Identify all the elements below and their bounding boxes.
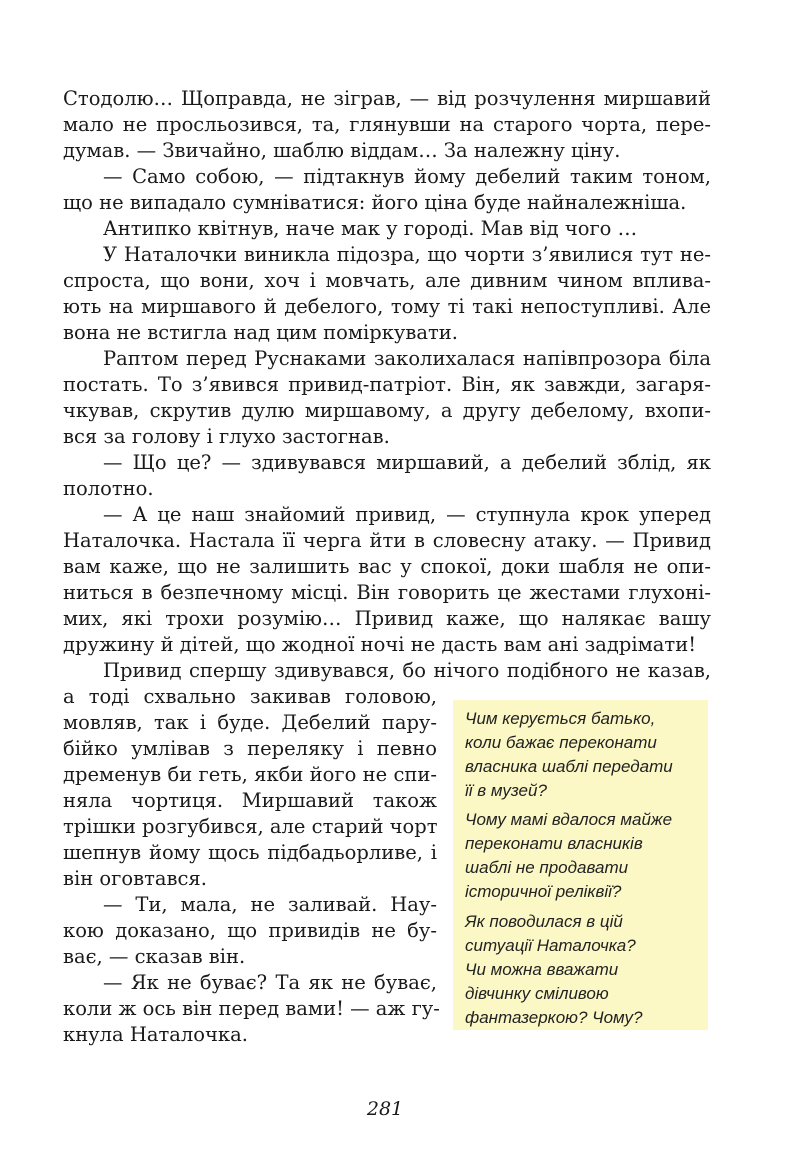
question-line: дівчинку сміливою bbox=[465, 984, 609, 1003]
text-line: мало не просльозився, та, глянувши на старого чорта, пере- bbox=[63, 113, 711, 136]
text-line: а тоді схвально закивав головою, bbox=[63, 685, 437, 708]
question-line: власника шаблі передати bbox=[465, 757, 673, 776]
text-line: постать. То з’явився привид-патріот. Він, як завжди, загаря- bbox=[63, 373, 711, 396]
text-line: вся за голову і глухо застогнав. bbox=[63, 425, 390, 448]
page-number: 281 bbox=[366, 1098, 404, 1120]
text-line: трішки розгубився, але старий чорт bbox=[63, 815, 438, 838]
text-line: ниться в безпечному місці. Він говорить це жестами глухоні- bbox=[63, 581, 711, 604]
text-line: вам каже, що не залишить вас у спокої, доки шабля не опи- bbox=[63, 555, 711, 578]
text-line: Антипко квітнув, наче мак у городі. Мав від чого … bbox=[103, 217, 638, 240]
text-line: дременув би геть, якби його не спи- bbox=[63, 763, 437, 786]
text-line: мих, які трохи розумію… Привид каже, що налякає вашу bbox=[63, 607, 711, 630]
question-line: історичної реліквії? bbox=[465, 882, 622, 901]
text-line: ває, — сказав він. bbox=[63, 945, 246, 968]
text-line: мовляв, так і буде. Дебелий пару- bbox=[63, 711, 437, 734]
text-line: думав. — Звичайно, шаблю віддам… За належну ціну. bbox=[63, 139, 621, 162]
question-line: ситуації Наталочка? bbox=[465, 936, 636, 955]
text-line: Стодолю… Щоправда, не зіграв, — від розчулення миршавий bbox=[63, 87, 711, 110]
text-line: кою доказано, що привидів не бу- bbox=[63, 919, 437, 942]
question-line: Чи можна вважати bbox=[465, 960, 619, 979]
text-line: коли ж ось він перед вами! — аж гу- bbox=[63, 997, 440, 1020]
text-line: У Наталочки виникла підозра, що чорти з’явилися тут не- bbox=[103, 243, 711, 266]
question-line: фантазеркою? Чому? bbox=[465, 1008, 643, 1027]
text-line: він оговтався. bbox=[63, 867, 207, 890]
text-line: дружину й дітей, що жодної ночі не дасть вам ані задрімати! bbox=[63, 633, 697, 656]
text-line: чкував, скрутив дулю миршавому, а другу дебелому, вхопи- bbox=[63, 399, 711, 422]
text-line: — Як не буває? Та як не буває, bbox=[103, 971, 437, 994]
text-line: спроста, що вони, хоч і мовчать, але дивним чином вплива- bbox=[63, 269, 711, 292]
text-line: ють на миршавого й дебелого, тому ті такі непоступливі. Але bbox=[63, 295, 711, 318]
question-line: шаблі не продавати bbox=[465, 858, 629, 877]
text-line: — А це наш знайомий привид, — ступнула крок уперед bbox=[103, 503, 711, 526]
text-line: — Ти, мала, не заливай. Нау- bbox=[103, 893, 437, 916]
text-line: няла чортиця. Миршавий також bbox=[63, 789, 437, 812]
question-line: переконати власників bbox=[465, 834, 643, 853]
text-line: шепнув йому щось підбадьорливе, і bbox=[63, 841, 437, 864]
question-line: її в музей? bbox=[465, 781, 547, 800]
text-line: — Що це? — здивувався миршавий, а дебелий зблід, як bbox=[103, 451, 711, 474]
text-line: Привид спершу здивувався, бо нічого подібного не казав, bbox=[103, 659, 711, 682]
text-line: Наталочка. Настала її черга йти в словесну атаку. — Привид bbox=[63, 529, 711, 552]
question-line: Як поводилася в цій bbox=[465, 912, 623, 931]
text-line: що не випадало сумніватися: його ціна буде найналежніша. bbox=[63, 191, 687, 214]
question-line: Чому мамі вдалося майже bbox=[465, 810, 673, 829]
question-line: коли бажає переконати bbox=[465, 733, 657, 752]
text-line: кнула Наталочка. bbox=[63, 1023, 248, 1046]
question-line: Чим керується батько, bbox=[465, 709, 656, 728]
text-line: полотно. bbox=[63, 477, 154, 500]
text-line: Раптом перед Руснаками заколихалася напівпрозора біла bbox=[103, 347, 711, 370]
text-line: вона не встигла над цим поміркувати. bbox=[63, 321, 458, 344]
text-line: — Само собою, — підтакнув йому дебелий таким тоном, bbox=[103, 165, 711, 188]
text-line: бійко умлівав з переляку і певно bbox=[63, 737, 437, 760]
